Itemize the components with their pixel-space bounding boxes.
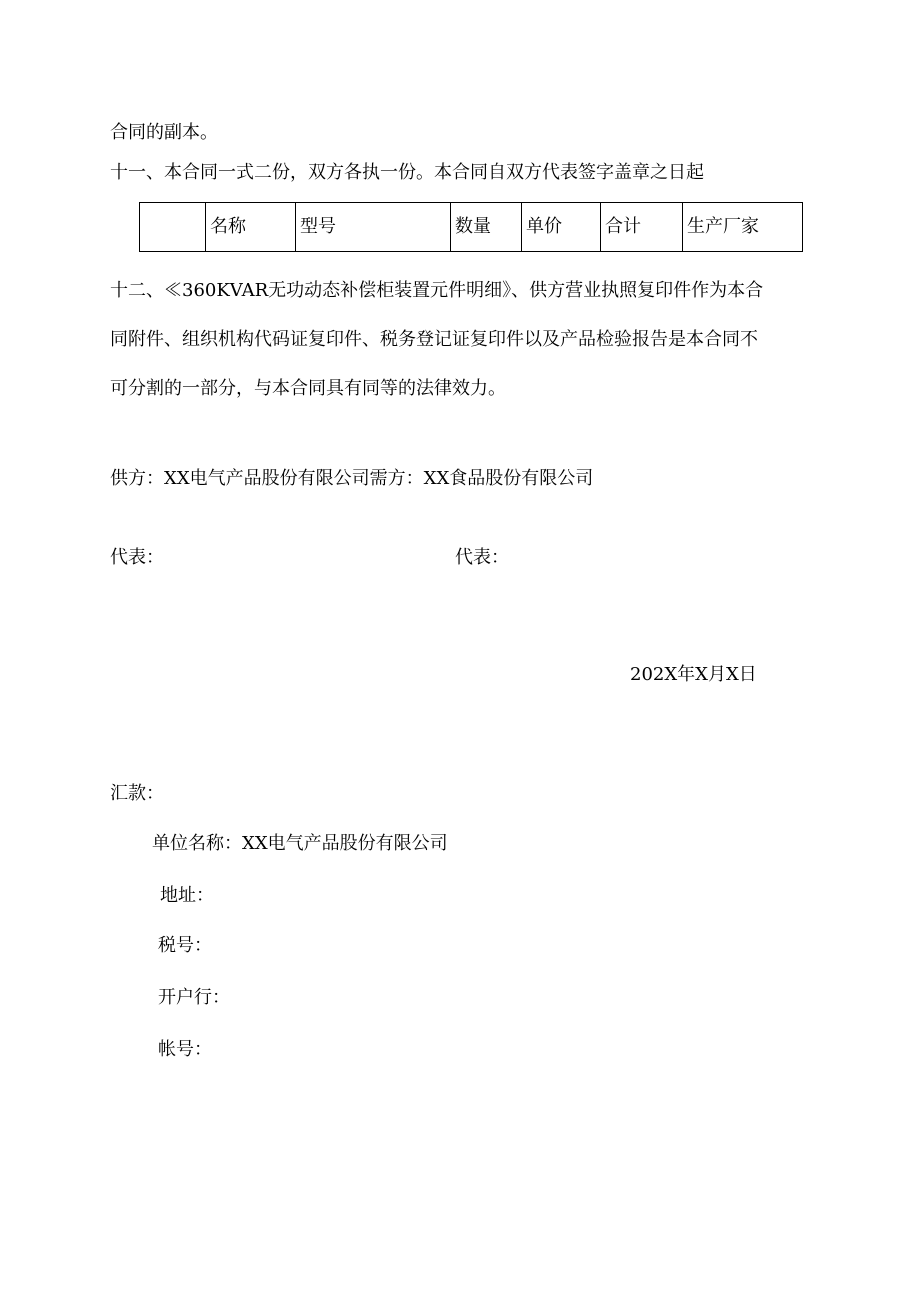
remittance-bank: 开户行： [158, 987, 230, 1008]
remittance-title: 汇款： [110, 783, 164, 804]
remittance-address: 地址： [160, 885, 214, 906]
clause-twelve-line-3: 可分割的一部分，与本合同具有同等的法律效力。 [110, 378, 506, 399]
table-header-cell: 生产厂家 [683, 203, 803, 252]
clause-eleven: 十一、本合同一式二份，双方各执一份。本合同自双方代表签字盖章之日起 [110, 162, 704, 183]
remittance-unit-name: 单位名称：XX电气产品股份有限公司 [152, 833, 448, 854]
spec-table [139, 202, 803, 252]
parties-line: 供方：XX电气产品股份有限公司需方：XX食品股份有限公司 [110, 468, 594, 489]
clause-twelve-line-2: 同附件、组织机构代码证复印件、税务登记证复印件以及产品检验报告是本合同不 [110, 329, 758, 350]
buyer-representative: 代表： [455, 547, 509, 568]
remittance-tax-number: 税号： [158, 935, 212, 956]
table-header-cell: 单价 [522, 203, 601, 252]
table-header-cell: 合计 [601, 203, 683, 252]
clause-twelve-line-1: 十二、≪360KVAR无功动态补偿柜装置元件明细》、供方营业执照复印件作为本合 [110, 280, 764, 301]
contract-date: 202X年X月X日 [630, 664, 757, 685]
supplier-representative: 代表： [110, 547, 164, 568]
table-header-cell [140, 203, 206, 252]
table-header-row [140, 203, 803, 252]
table-header-cell: 数量 [451, 203, 522, 252]
table-header-cell: 名称 [206, 203, 296, 252]
table-header-cell: 型号 [296, 203, 451, 252]
remittance-account: 帐号： [158, 1039, 212, 1060]
paragraph-continuation: 合同的副本。 [110, 122, 218, 143]
